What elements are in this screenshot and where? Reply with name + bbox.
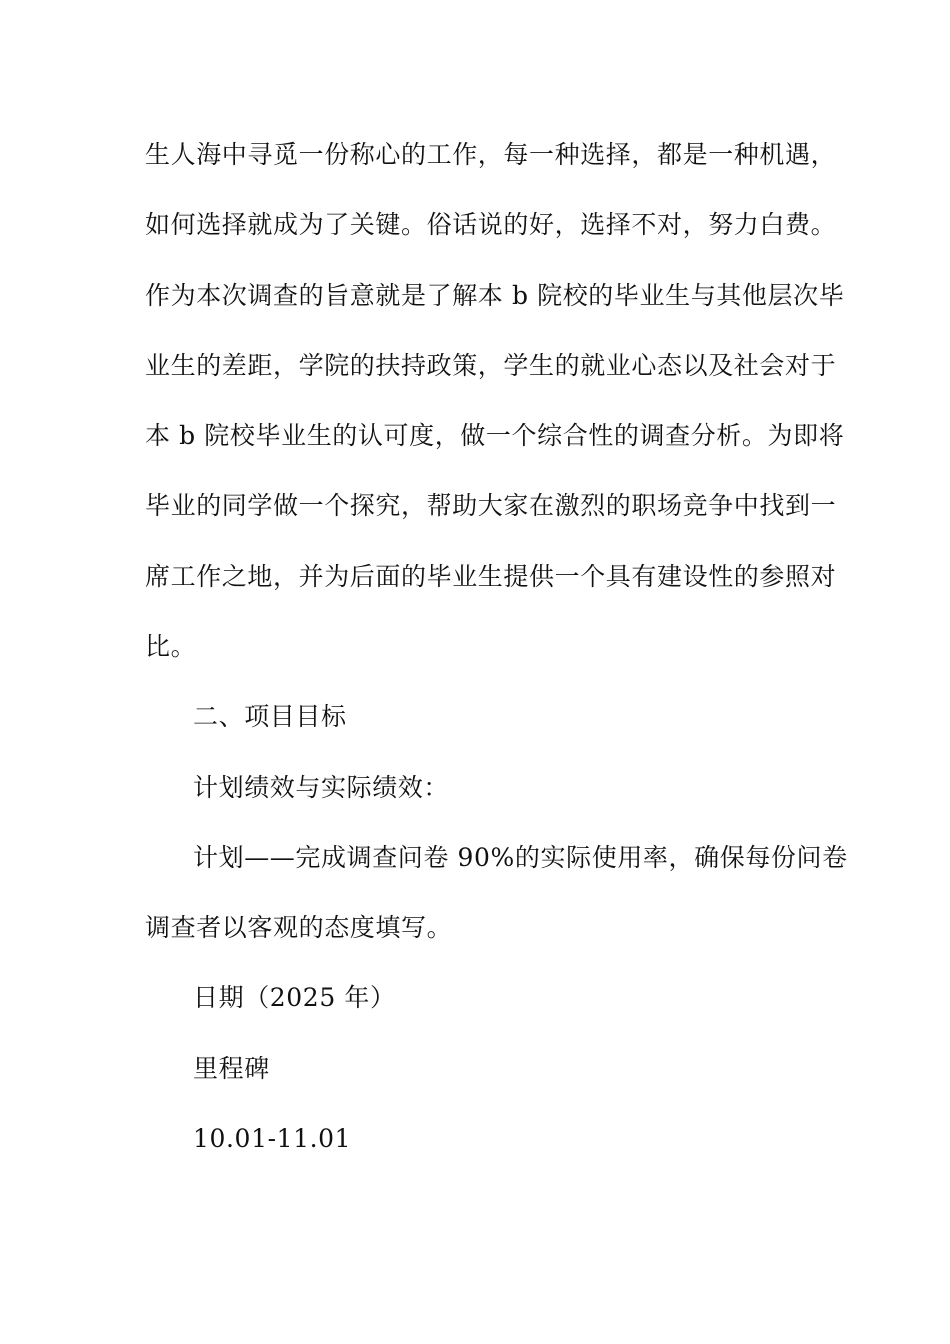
plan-text-line: 计划——完成调查问卷 90%的实际使用率，确保每份问卷 <box>193 843 848 872</box>
body-text-line: 业生的差距，学院的扶持政策，学生的就业心态以及社会对于 <box>145 351 837 380</box>
body-text-line: 生人海中寻觅一份称心的工作，每一种选择，都是一种机遇， <box>145 140 837 169</box>
body-text-line: 作为本次调查的旨意就是了解本 b 院校的毕业生与其他层次毕 <box>145 281 845 310</box>
plan-text-line: 调查者以客观的态度填写。 <box>145 913 453 942</box>
date-label: 日期（2025 年） <box>193 983 396 1012</box>
body-text-line: 毕业的同学做一个探究，帮助大家在激烈的职场竞争中找到一 <box>145 491 837 520</box>
section-heading: 二、项目目标 <box>193 702 347 731</box>
body-text-line: 如何选择就成为了关键。俗话说的好，选择不对，努力白费。 <box>145 210 837 239</box>
body-text-line: 比。 <box>145 632 197 661</box>
date-range: 10.01-11.01 <box>193 1124 352 1153</box>
subheading: 计划绩效与实际绩效： <box>193 773 450 802</box>
milestone-label: 里程碑 <box>193 1054 270 1083</box>
body-text-line: 席工作之地，并为后面的毕业生提供一个具有建设性的参照对 <box>145 562 837 591</box>
body-text-line: 本 b 院校毕业生的认可度，做一个综合性的调查分析。为即将 <box>145 421 845 450</box>
